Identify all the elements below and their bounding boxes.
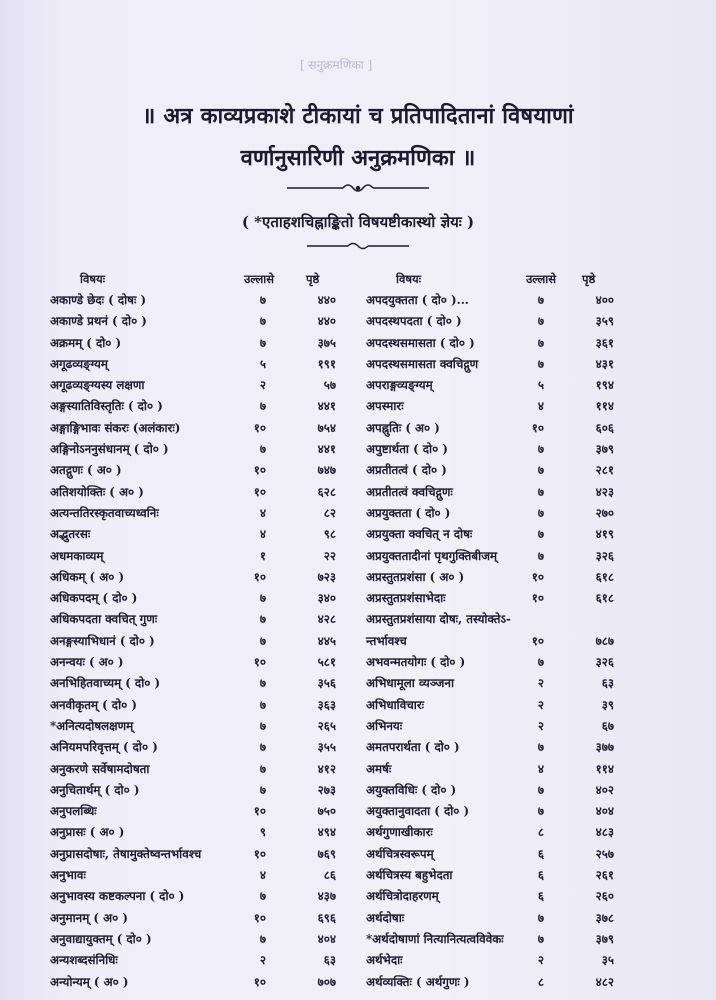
entry-subject: अनुकरणे सर्वेषामदोषता: [50, 761, 150, 776]
entry-subject: अतिशयोक्तिः ( अ० ): [50, 484, 144, 499]
entry-subject: अतद्गुणः ( अ० ): [50, 463, 122, 478]
entry-subject: अपस्मारः: [366, 399, 404, 414]
index-entry: [364, 929, 694, 950]
entry-subject: अकाण्डे छेदः ( दोषः ): [50, 293, 147, 307]
entry-page: ७६९: [317, 846, 336, 861]
entry-subject: अभवन्मतयोगः ( दो० ): [366, 655, 466, 670]
entry-page: ७४७: [317, 463, 336, 478]
index-entry: [48, 524, 378, 545]
entry-subject: अन्योन्यम् ( अ० ): [50, 974, 129, 989]
entry-subject: अर्थभेदाः: [366, 953, 403, 968]
entry-ullasa: ७: [259, 612, 266, 627]
index-entry: [48, 695, 378, 716]
entry-ullasa: ७: [537, 548, 544, 563]
index-entry: [364, 801, 694, 822]
entry-page: ४४१: [317, 399, 336, 414]
index-entry: [48, 439, 378, 460]
entry-ullasa: ७: [537, 314, 544, 329]
index-entry: [364, 780, 694, 801]
entry-ullasa: ४: [259, 527, 266, 542]
entry-ullasa: ७: [259, 931, 266, 946]
entry-subject: अप्रस्तुतप्रशंसा ( अ० ): [366, 569, 465, 584]
entry-ullasa: १०: [253, 463, 266, 478]
index-entry: [364, 290, 694, 311]
entry-subject: अनभिहितवाच्यम् ( दो० ): [50, 676, 161, 691]
index-entry: [48, 929, 378, 950]
index-entry: [48, 908, 378, 929]
entry-page: ७२३: [317, 569, 336, 584]
entry-ullasa: २: [537, 697, 544, 712]
entry-page: २५७: [595, 846, 614, 861]
running-head-bleed: [ सनुक्रमणिका ]: [300, 58, 373, 72]
entry-ullasa: ४: [259, 868, 266, 883]
entry-subject: अयुक्तविधिः ( दो० ): [366, 782, 457, 797]
header-subject: विषयः: [396, 272, 422, 286]
entry-page: ३७५: [317, 335, 336, 350]
index-entry: [364, 716, 694, 737]
ornament-divider-small-icon: [0, 240, 716, 252]
entry-subject: अप्रतीतत्वं क्वचिद्गुणः: [366, 484, 453, 499]
index-entry: [48, 567, 378, 588]
entry-subject: अर्थदोषाः: [366, 910, 405, 925]
entry-subject: अयुक्तानुवादता ( दो० ): [366, 804, 470, 819]
entry-subject: अनुप्रासदोषाः, तेषामुक्तेष्वन्तर्भावश्च: [50, 846, 202, 861]
entry-ullasa: ४: [537, 399, 544, 414]
index-entry: [48, 482, 378, 503]
entry-page: ४४५: [317, 633, 336, 648]
entry-subject: अपदस्थपदता ( दो० ): [366, 314, 462, 329]
entry-page: ७८७: [595, 633, 614, 648]
entry-ullasa: ७: [537, 782, 544, 797]
entry-ullasa: १०: [253, 655, 266, 670]
entry-page: ३७९: [595, 442, 614, 457]
entry-subject: अप्रयुक्तता ( दो० ): [366, 505, 451, 520]
entry-page: २६१: [595, 868, 614, 883]
entry-subject: अनियमपरिवृत्तम् ( दो० ): [50, 740, 158, 755]
entry-subject: अप्रयुक्ता क्वचित् न दोषः: [366, 527, 473, 542]
entry-page: १९१: [317, 356, 336, 371]
entry-ullasa: ७: [259, 314, 266, 329]
entry-page: ४१२: [317, 761, 336, 776]
entry-page: ६९६: [317, 910, 336, 925]
entry-ullasa: ७: [259, 442, 266, 457]
index-entry: [48, 311, 378, 332]
entry-ullasa: ७: [537, 931, 544, 946]
index-entry: [48, 673, 378, 694]
entry-page: ४१९: [595, 527, 614, 542]
entry-ullasa: २: [537, 676, 544, 691]
header-ullasa: उल्लासे: [244, 272, 275, 286]
index-entry: [48, 546, 378, 567]
index-entry: [364, 759, 694, 780]
entry-ullasa: १०: [531, 633, 544, 648]
index-entry: [364, 737, 694, 758]
entry-subject: अङ्गिनोऽननुसंधानम् ( दो० ): [50, 442, 169, 457]
entry-page: ३५९: [595, 314, 614, 329]
entry-ullasa: ७: [537, 505, 544, 520]
entry-page: ११४: [595, 399, 614, 414]
entry-subject: अप्रयुक्ततादीनां पृथगुक्तिबीजम्: [366, 548, 498, 563]
index-entry: [48, 865, 378, 886]
entry-subject: अक्रमम् ( दो० ): [50, 335, 122, 350]
index-entry: [364, 418, 694, 439]
index-entry: [48, 950, 378, 971]
entry-page: ९८: [323, 527, 336, 542]
entry-ullasa: ७: [259, 591, 266, 606]
entry-ullasa: ७: [537, 910, 544, 925]
index-entry: [48, 588, 378, 609]
entry-page: ३७८: [595, 910, 614, 925]
entry-subject: अर्थव्यक्तिः ( अर्थगुणः ): [366, 974, 470, 989]
entry-page: ६१८: [595, 591, 614, 606]
entry-ullasa: ७: [537, 356, 544, 371]
entry-ullasa: ७: [259, 761, 266, 776]
index-entry: [364, 844, 694, 865]
entry-page: ३९: [601, 697, 614, 712]
entry-subject: अर्थचित्रस्वरूपम्: [366, 846, 434, 861]
entry-subject: अगूढव्यङ्ग्यस्य लक्षणा: [50, 378, 145, 393]
column-header: [364, 270, 694, 290]
index-entry: [364, 482, 694, 503]
index-entry: [364, 439, 694, 460]
entry-ullasa: १०: [253, 484, 266, 499]
entry-subject: अपराङ्गव्यङ्ग्यम्: [366, 378, 433, 393]
entry-page: ३५५: [317, 740, 336, 755]
header-ullasa: उल्लासे: [526, 272, 557, 286]
entry-page: ४२८: [317, 612, 336, 627]
entry-page: ७५४: [317, 420, 336, 435]
index-column-right: [364, 270, 694, 993]
index-entry: [48, 354, 378, 375]
entry-page: ६३: [323, 953, 336, 968]
entry-ullasa: ८: [537, 974, 544, 989]
entry-subject: अनवीकृतम् ( दो० ): [50, 697, 137, 712]
entry-page: २७३: [317, 782, 336, 797]
entry-page: ६१८: [595, 569, 614, 584]
entry-page: ४०४: [595, 804, 614, 819]
index-entry: [48, 780, 378, 801]
entry-subject: अनुभावस्य कष्टकल्पना ( दो० ): [50, 889, 185, 904]
page-title-line2: वर्णानुसारिणी अनुक्रमणिका ॥: [240, 145, 476, 171]
entry-page: ७०७: [317, 974, 336, 989]
entry-page: ४०४: [317, 931, 336, 946]
index-entry: [364, 609, 694, 630]
entry-subject: अभिधाविचारः: [366, 697, 425, 712]
entry-page: ४३१: [595, 356, 614, 371]
entry-ullasa: ७: [259, 633, 266, 648]
index-entry: [364, 503, 694, 524]
entry-subject: *अनित्यदोषलक्षणम्: [50, 718, 134, 733]
entry-subject: अपदस्थसमासता ( दो० ): [366, 335, 475, 350]
entry-subject: अपुष्टार्थता ( दो० ): [366, 442, 448, 457]
entry-subject: अनङ्गस्याभिधानं ( दो० ): [50, 633, 155, 648]
entry-ullasa: ७: [537, 484, 544, 499]
entry-ullasa: १०: [253, 804, 266, 819]
entry-subject: अनुप्रासः ( अ० ): [50, 825, 125, 840]
index-entry: [48, 418, 378, 439]
index-entry: [48, 396, 378, 417]
index-entry: [48, 716, 378, 737]
entry-subject: अद्भुतरसः: [50, 527, 91, 542]
entry-ullasa: १०: [253, 420, 266, 435]
header-page: पृष्ठे: [306, 272, 320, 286]
entry-page: २७०: [595, 505, 614, 520]
entry-subject: अर्थचित्रस्य बहुभेदता: [366, 868, 453, 883]
entry-subject: अनुमानम् ( अ० ): [50, 910, 128, 925]
entry-subject: अर्थगुणाखीकारः: [366, 825, 433, 840]
entry-page: ३५६: [317, 676, 336, 691]
entry-subject: अपदस्थसमासता क्वचिद्गुण: [366, 356, 479, 371]
entry-subject: अप्रस्तुतप्रशंसाभेदाः: [366, 591, 446, 606]
index-entry: [48, 290, 378, 311]
entry-ullasa: ७: [259, 718, 266, 733]
index-entry: [364, 396, 694, 417]
entry-page: ४२३: [595, 484, 614, 499]
entry-page: ५७: [323, 378, 336, 393]
entry-ullasa: ७: [259, 335, 266, 350]
entry-subject: अनुपलब्धिः: [50, 804, 97, 819]
index-entry: [364, 972, 694, 993]
entry-subject: अर्थचित्रोदाहरणम्: [366, 889, 439, 904]
index-entry: [364, 460, 694, 481]
entry-subject: अप्रस्तुतप्रशंसाया दोषः, तस्योक्तेऽ-: [366, 612, 511, 627]
entry-ullasa: १०: [253, 974, 266, 989]
entry-subject: न्तर्भावश्च: [366, 633, 407, 648]
entry-page: ६२८: [317, 484, 336, 499]
entry-ullasa: २: [259, 953, 266, 968]
entry-page: ७५०: [317, 804, 336, 819]
entry-subject: अगूढव्यङ्ग्यम्: [50, 356, 108, 371]
index-entry: [48, 631, 378, 652]
entry-subject: अधिकम् ( अ० ): [50, 569, 125, 584]
entry-ullasa: १०: [531, 591, 544, 606]
entry-page: ३२६: [595, 655, 614, 670]
index-entry: [364, 375, 694, 396]
entry-page: ८६: [323, 868, 336, 883]
entry-page: ५८१: [317, 655, 336, 670]
entry-page: ३४०: [317, 591, 336, 606]
index-entry: [364, 588, 694, 609]
index-entry: [48, 652, 378, 673]
entry-ullasa: ७: [537, 463, 544, 478]
index-entry: [48, 609, 378, 630]
index-entry: [364, 546, 694, 567]
entry-page: ८२: [323, 505, 336, 520]
page-title: ॥ अत्र काव्यप्रकाशे टीकायां च प्रतिपादितानां विषयाणां: [142, 103, 574, 129]
index-column-left: [48, 270, 378, 993]
entry-subject: अप्रतीतत्वं ( दो० ): [366, 463, 447, 478]
entry-page: ३७९: [595, 931, 614, 946]
entry-ullasa: २: [537, 718, 544, 733]
entry-subject: अधिकपदम् ( दो० ): [50, 591, 138, 606]
entry-subject: अनन्वयः ( अ० ): [50, 655, 124, 670]
index-entry: [364, 524, 694, 545]
entry-ullasa: ७: [537, 527, 544, 542]
header-page: पृष्ठे: [582, 272, 596, 286]
entry-ullasa: ७: [259, 676, 266, 691]
entry-ullasa: ७: [537, 335, 544, 350]
entry-page: २६५: [317, 718, 336, 733]
entry-subject: अन्यशब्दसंनिधिः: [50, 953, 118, 968]
entry-page: ३७७: [595, 740, 614, 755]
index-entry: [364, 631, 694, 652]
entry-page: २२: [323, 548, 336, 563]
index-entry: [48, 333, 378, 354]
index-entry: [364, 652, 694, 673]
index-entry: [364, 673, 694, 694]
entry-page: ११४: [595, 761, 614, 776]
entry-ullasa: ४: [537, 761, 544, 776]
index-entry: [364, 695, 694, 716]
entry-page: ३२६: [595, 548, 614, 563]
entry-subject: अनुभावः: [50, 868, 86, 883]
index-entry: [364, 333, 694, 354]
entry-ullasa: ७: [537, 655, 544, 670]
entry-ullasa: १०: [531, 569, 544, 584]
entry-subject: *अर्थदोषाणां नित्यानित्यत्वविवेकः: [366, 931, 504, 946]
index-entry: [364, 886, 694, 907]
entry-subject: अनुवाद्यायुक्तम् ( दो० ): [50, 931, 152, 946]
entry-subject: अङ्गस्यातिविस्तृतिः ( दो० ): [50, 399, 163, 414]
entry-ullasa: ७: [259, 399, 266, 414]
subtitle-note: ( *एताहशचिह्नाङ्कितो विषयष्टीकास्थो ज्ञेयः ): [241, 213, 475, 231]
entry-subject: अभिधामूला व्यञ्जना: [366, 676, 455, 691]
entry-ullasa: २: [537, 953, 544, 968]
entry-subject: अपदयुक्तता ( दो० )...: [366, 293, 469, 307]
entry-page: ३५: [601, 953, 614, 968]
entry-page: ६७: [601, 718, 614, 733]
entry-ullasa: ६: [537, 889, 544, 904]
entry-ullasa: १०: [253, 846, 266, 861]
entry-ullasa: ८: [537, 825, 544, 840]
index-entry: [48, 886, 378, 907]
index-entry: [364, 950, 694, 971]
index-entry: [48, 460, 378, 481]
entry-ullasa: ७: [537, 293, 544, 307]
entry-subject: अकाण्डे प्रथनं ( दो० ): [50, 314, 147, 329]
entry-ullasa: २: [259, 378, 266, 393]
entry-page: ६३: [601, 676, 614, 691]
index-entry: [48, 375, 378, 396]
index-entry: [364, 311, 694, 332]
entry-subject: अत्यन्ततिरस्कृतवाच्यध्वनिः: [50, 505, 159, 520]
entry-page: ६०६: [595, 420, 614, 435]
entry-subject: अधिकपदता क्वचित् गुणः: [50, 612, 158, 627]
entry-subject: अमर्षः: [366, 761, 392, 776]
entry-ullasa: ७: [537, 740, 544, 755]
entry-ullasa: ५: [537, 378, 544, 393]
entry-ullasa: ७: [259, 740, 266, 755]
entry-subject: अमतपरार्थता ( दो० ): [366, 740, 460, 755]
entry-page: ३६१: [595, 335, 614, 350]
ornament-divider-icon: [0, 180, 716, 196]
entry-page: २६०: [595, 889, 614, 904]
header-subject: विषयः: [80, 272, 106, 286]
index-entry: [364, 567, 694, 588]
entry-ullasa: ६: [537, 846, 544, 861]
entry-page: ४९४: [317, 825, 336, 840]
entry-page: ४४०: [317, 314, 336, 329]
entry-page: ४३७: [317, 889, 336, 904]
index-entry: [364, 822, 694, 843]
entry-ullasa: १०: [253, 569, 266, 584]
entry-page: २८१: [595, 463, 614, 478]
entry-ullasa: ७: [537, 804, 544, 819]
entry-ullasa: ७: [259, 889, 266, 904]
entry-ullasa: ५: [259, 356, 266, 371]
index-entry: [48, 822, 378, 843]
entry-page: १९४: [595, 378, 614, 393]
entry-ullasa: १०: [253, 910, 266, 925]
entry-page: ४४१: [317, 442, 336, 457]
entry-ullasa: १: [259, 548, 266, 563]
index-entry: [364, 908, 694, 929]
column-header: [48, 270, 378, 290]
entry-subject: अङ्गाङ्गिभावः संकरः (अलंकारः): [50, 420, 181, 435]
entry-subject: अधमकाव्यम्: [50, 548, 104, 563]
entry-ullasa: ४: [259, 505, 266, 520]
entry-ullasa: १०: [531, 420, 544, 435]
entry-subject: अपह्नुतिः ( अ० ): [366, 420, 440, 435]
entry-ullasa: ७: [259, 697, 266, 712]
index-entry: [364, 865, 694, 886]
entry-ullasa: ७: [259, 782, 266, 797]
index-entry: [364, 354, 694, 375]
entry-ullasa: ७: [259, 293, 266, 307]
entry-page: ४००: [595, 293, 614, 307]
index-entry: [48, 759, 378, 780]
entry-page: ४८२: [595, 974, 614, 989]
entry-page: ३६३: [317, 697, 336, 712]
entry-ullasa: ७: [537, 442, 544, 457]
entry-ullasa: ६: [537, 868, 544, 883]
entry-ullasa: ९: [259, 825, 266, 840]
index-entry: [48, 844, 378, 865]
entry-page: ४८३: [595, 825, 614, 840]
entry-page: ४०२: [595, 782, 614, 797]
entry-subject: अनुचितार्थम् ( दो० ): [50, 782, 140, 797]
index-entry: [48, 503, 378, 524]
entry-page: ४४०: [317, 293, 336, 307]
index-entry: [48, 737, 378, 758]
entry-subject: अभिनयः: [366, 718, 403, 733]
index-entry: [48, 801, 378, 822]
index-entry: [48, 972, 378, 993]
